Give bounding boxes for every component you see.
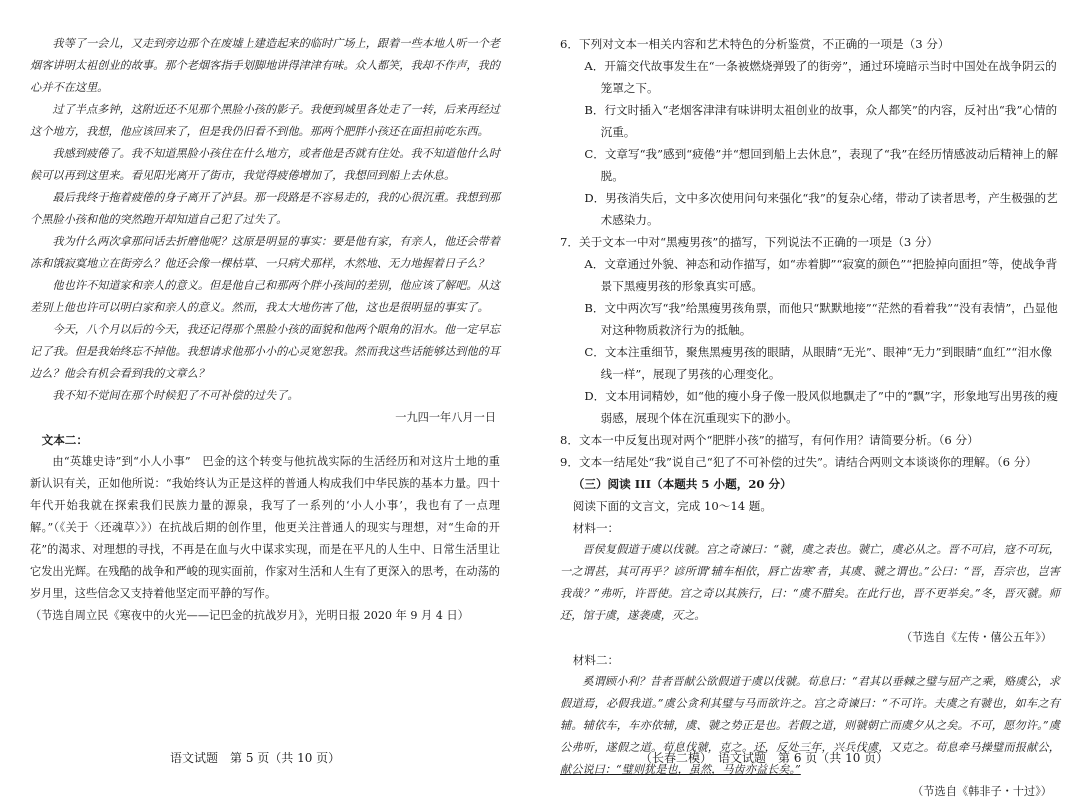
text1-paragraph-6: 他也许不知道家和亲人的意义。但是他自己和那两个胖小孩间的差别，他应该了解吧。从这差别上他也许可以明白家和亲人的意义。然而，我太大地伤害了他，这也是很明显的事实了。: [30, 279, 500, 314]
question-7-stem: 7．关于文本一中对“黑瘦男孩”的描写，下列说法不正确的一项是（3 分）: [560, 235, 939, 249]
question-6-option-a: A．开篇交代故事发生在“一条被燃烧弹毁了的街旁”，通过环境暗示当时中国处在战争阴云的笼罩之下。: [584, 59, 1057, 95]
material-1-source: （节选自《左传・僖公五年》）: [900, 631, 1052, 644]
question-6-option-d: D．男孩消失后，文中多次使用问句来强化“我”的复杂心绪，带动了读者思考，产生极强的艺术感染力。: [584, 191, 1058, 227]
material-1-text: 晋侯复假道于虞以伐虢。宫之奇谏曰：“虢，虞之表也。虢亡，虞必从之。晋不可启，寇不可玩，一之谓甚，其可再乎？谚所谓‘辅车相依，唇亡齿寒’者，其虞、虢之谓也。”公曰：“晋，吾宗也，岂害我哉？”弗听，许晋使。宫之奇以其族行，曰：“虞不腊矣。在此行也，晋不更举矣。”冬，晋灭虢。师还，馆于虞，遂袭虞，灭之。: [560, 543, 1060, 622]
material-1-label: 材料一：: [572, 521, 620, 535]
left-page-footer: 语文试题 第 5 页（共 10 页）: [170, 751, 341, 765]
text1-paragraph-7: 今天，八个月以后的今天，我还记得那个黑脸小孩的面貌和他两个眼角的泪水。他一定早忘记了我。但是我始终忘不掉他。我想请求他那小小的心灵宽恕我。然而我这些话能够达到他的耳边么？他会有机会看到我的文章么？: [30, 323, 500, 380]
left-page: [0, 0, 540, 789]
right-column: [560, 33, 1060, 803]
text1-paragraph-8: 我不知不觉间在那个时候犯了不可补偿的过失了。: [52, 389, 299, 402]
text1-paragraph-2: 过了半点多钟，这附近还不见那个黑脸小孩的影子。我便到城里各处走了一转，后来再经过这个地方，我想，他应该回来了，但是我仍旧看不到他。那两个肥胖小孩还在面担前吃东西。: [30, 103, 500, 138]
right-page-footer: （长春二模） 语文试题 第 6 页（共 10 页）: [640, 751, 889, 765]
question-7-option-c: C．文本注重细节，聚焦黑瘦男孩的眼睛，从眼睛“无光”、眼神“无力”到眼睛“血红”“泪水像线一样”，展现了男孩的心理变化。: [584, 345, 1053, 381]
text2-source: （节选自周立民《寒夜中的火光——记巴金的抗战岁月》，光明日报 2020 年 9 月 4 日）: [30, 609, 469, 622]
text1-date: 一九四一年八月一日: [395, 411, 496, 424]
question-9: 9．文本一结尾处“我”说自己“犯了不可补偿的过失”。请结合两则文本谈谈你的理解。（6 分）: [560, 455, 1037, 469]
question-7-option-a: A．文章通过外貌、神态和动作描写，如“赤着脚”“寂寞的颜色”“把脸掉向面担”等，使战争背景下黑瘦男孩的形象真实可感。: [584, 257, 1058, 293]
material-2-label: 材料二：: [572, 653, 620, 667]
material-2-body: 奚谓顾小利？昔者晋献公欲假道于虞以伐虢。荀息曰：“君其以垂棘之璧与屈产之乘，赂虞公，求假道焉，必假我道。”虞公贪利其璧与马而欲许之。宫之奇谏曰：“不可许。夫虞之有虢也，如车之有辅。辅依车，车亦依辅，虞、虢之势正是也。若假之道，则虢朝亡而虞夕从之矣。不可，愿勿许。”虞公弗听，遂假之道。荀息伐虢，克之。还，反处三年，兴兵伐虞，又克之。荀息牵马操璧而报献公，: [560, 675, 1060, 754]
text1-paragraph-1: 我等了一会儿，又走到旁边那个在废墟上建造起来的临时广场上，跟着一些本地人听一个老烟客讲明太祖创业的故事。那个老烟客指手划脚地讲得津津有味。众人都笑，我却不作声，我的心并不在这里。: [30, 37, 500, 94]
question-6-stem: 6．下列对文本一相关内容和艺术特色的分析鉴赏，不正确的一项是（3 分）: [560, 37, 950, 51]
question-6-option-c: C．文章写“我”感到“疲倦”并“想回到船上去休息”，表现了“我”在经历情感波动后精神上的解脱。: [584, 147, 1059, 183]
material-2-underlined-sentence: 献公说曰：“璧则犹是也，虽然，马齿亦益长矣。”: [560, 763, 801, 776]
question-7-option-d: D．文本用词精妙，如“他的瘦小身子像一股风似地飘走了”中的“飘”字，形象地写出男孩的瘦弱感，展现个体在沉重现实下的渺小。: [584, 389, 1058, 425]
text2-paragraph: 由“英雄史诗”到“小人小事” 巴金的这个转变与他抗战实际的生活经历和对这片土地的重新认识有关，正如他所说：“我始终认为正是这样的普通人构成我们中华民族的基本力量。四十年代开始我就在探索我们民族力量的源泉，我写了一系列的‘小人小事’，我也有了一点理解。”（《关于〈还魂草〉》）在抗战后期的创作里，他更关注普通人的现实与理想，对“生命的开花”的渴求、对理想的寻找，不再是在血与火中谋求实现，而是在平凡的人生中、日常生活里让它发出光辉。在残酷的战争和严峻的现实面前，作家对生活和人生有了更深入的思考，在动荡的岁月里，这些信念又支持着他坚定而平静的写作。: [30, 455, 500, 600]
question-7-option-b: B．文中两次写“我”给黑瘦男孩角票，而他只“默默地接”“茫然的看着我”“没有表情”，凸显他对这种物质救济行为的抵触。: [584, 301, 1058, 337]
section-3-heading: （三）阅读 III（本题共 5 小题，20 分）: [572, 477, 792, 491]
section-3-instruction: 阅读下面的文言文，完成 10～14 题。: [572, 499, 772, 513]
text1-paragraph-4: 最后我终于拖着疲倦的身子离开了泸县。那一段路是不容易走的，我的心很沉重。我想到那个黑脸小孩和他的突然跑开却知道自己犯了过失了。: [30, 191, 500, 226]
left-column: [30, 33, 500, 627]
text1-paragraph-3: 我感到疲倦了。我不知道黑脸小孩住在什么地方，或者他是否就有住处。我不知道他什么时候可以再到这里来。看见阳光离开了街市，我觉得疲倦增加了，我想回到船上去休息。: [30, 147, 500, 182]
question-8: 8．文本一中反复出现对两个“肥胖小孩”的描写，有何作用？请简要分析。（6 分）: [560, 433, 979, 447]
text1-paragraph-5: 我为什么两次拿那问话去折磨他呢？这原是明显的事实：要是他有家，有亲人，他还会带着冻和饿寂寞地立在街旁么？他还会像一棵枯草、一只病犬那样，木然地、无力地握着日子么？: [30, 235, 500, 270]
right-page: [540, 0, 1080, 798]
material-2-source: （节选自《韩非子・十过》）: [912, 785, 1052, 798]
text2-heading: 文本二：: [41, 433, 88, 447]
question-6-option-b: B．行文时插入“老烟客津津有味讲明太祖创业的故事，众人都笑”的内容，反衬出“我”心情的沉重。: [584, 103, 1058, 139]
